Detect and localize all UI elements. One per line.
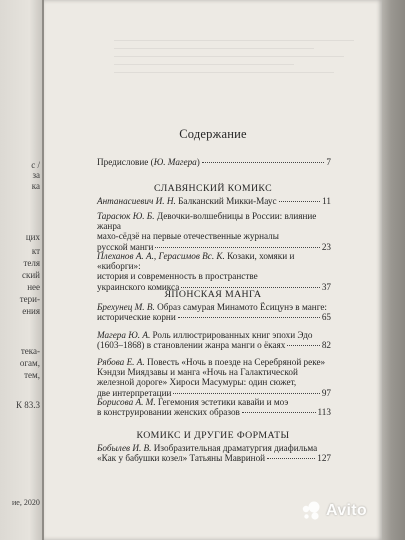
leader-dots: [155, 247, 319, 248]
entry-title-line: Козаки, хомяки и «киборги»:: [97, 251, 295, 272]
entry-title-line: Повесть «Ночь в поезде на Серебряной реке»: [146, 357, 326, 367]
entry-title-line: Кэндзи Миядзавы и манга «Ночь на Галактической: [97, 367, 298, 378]
leader-dots: [242, 412, 316, 413]
preface-text: Предисловие (: [97, 157, 154, 167]
entry-title-line: история и современность в пространстве: [97, 271, 258, 282]
entry-title-line: Образ самурая Минамото Ёсицунэ в манге:: [157, 302, 327, 312]
entry-title-line: Девочки-волшебницы в России: влияние жанра: [97, 211, 317, 232]
left-page-fragment: с /: [31, 160, 40, 170]
entry-title-line: Гегемония эстетики кавайи и моэ: [157, 397, 289, 407]
left-page-fragment: ский: [22, 270, 40, 280]
page-number: 11: [322, 196, 331, 206]
entry-title-line: украинского комикса: [97, 281, 180, 292]
leader-dots: [173, 393, 319, 394]
page-number: 113: [317, 407, 331, 418]
left-page-fragment: нее: [27, 282, 40, 292]
entry-author: Рябова Е. А.: [97, 357, 145, 367]
toc-section-heading: СЛАВЯНСКИЙ КОМИКС: [153, 183, 273, 194]
toc-title: Содержание: [179, 127, 247, 141]
toc-entry: [97, 357, 331, 398]
left-page-fragment: ения: [22, 306, 40, 316]
entry-title-line: в конструировании женских образов: [97, 407, 240, 418]
entry-author: Бобылев И. В.: [97, 443, 152, 453]
left-page-fragment: тем,: [24, 370, 40, 380]
toc-entry: [97, 251, 331, 292]
leader-dots: [202, 162, 325, 163]
entry-title-line: две интерпретации: [97, 387, 172, 398]
entry-title-line: (1603–1868) в становлении жанра манги о ёкаях: [97, 340, 286, 351]
page-number: 23: [321, 241, 331, 252]
entry-title-line: махо-сёдзё на первые отечественные журналы: [97, 231, 279, 242]
entry-author: Плеханов А. А., Герасимов Вс. К.: [97, 251, 225, 261]
page-number: 127: [317, 453, 331, 464]
left-page-fragment: тери-: [19, 294, 40, 304]
leader-dots: [181, 287, 320, 288]
entry-title-line: железной дороге» Хироси Масумуры: один сюжет,: [97, 377, 297, 388]
leader-dots: [287, 345, 319, 346]
entry-author: Магера Ю. А.: [97, 330, 151, 340]
toc-entry: [97, 397, 331, 417]
leader-dots: [178, 317, 320, 318]
left-page-fragment: К 83.3: [15, 400, 40, 410]
left-page-fragment: за: [32, 170, 40, 180]
left-page-fragment: ка: [31, 181, 40, 191]
left-page-fragment: теля: [23, 258, 40, 268]
entry-title-line: русской манги: [97, 241, 154, 252]
left-page-fragment: тека-: [20, 346, 40, 356]
page-number: 37: [321, 281, 331, 292]
entry-title-line: исторические корни: [97, 312, 176, 323]
avito-dots-icon: [300, 500, 322, 522]
page-number: 82: [321, 340, 331, 351]
page-number: 97: [321, 387, 331, 398]
page-number: 7: [326, 157, 331, 167]
toc-section-heading: ЯПОНСКАЯ МАНГА: [164, 289, 262, 300]
toc-entry: [97, 302, 331, 322]
left-page-fragment: кт: [31, 246, 40, 256]
entry-title-line: Изобразительная драматургия диафильма: [153, 443, 318, 453]
entry-author: Тарасюк Ю. Б.: [97, 211, 155, 221]
background-edge: [382, 0, 405, 540]
toc-entry: [97, 330, 331, 350]
left-page-fragment: цих: [25, 232, 40, 242]
leader-dots: [279, 201, 321, 202]
entry-author: Брехунец М. В.: [97, 302, 155, 312]
left-page: [0, 0, 42, 540]
left-page-footer: ие, 2020: [12, 498, 40, 507]
toc-entry: [97, 196, 331, 206]
toc-entry: [97, 211, 331, 252]
preface-editor: Ю. Магера: [153, 157, 197, 167]
entry-title-line: Роль иллюстрированных книг эпохи Эдо: [152, 330, 313, 340]
preface-close: ): [196, 157, 200, 167]
page-number: 65: [321, 312, 331, 323]
avito-brand: Avito: [326, 502, 367, 519]
toc-entry: [97, 443, 331, 463]
entry-title-line: Балканский Микки-Маус: [178, 196, 277, 206]
leader-dots: [267, 458, 315, 459]
avito-watermark: [300, 500, 367, 522]
toc-preface: [97, 157, 331, 167]
left-page-fragment: огам,: [19, 358, 40, 368]
entry-title-line: «Как у бабушки козел» Татьяны Мавриной: [97, 453, 266, 464]
entry-author: Антанасиевич И. Н.: [97, 196, 176, 206]
toc-section-heading: КОМИКС И ДРУГИЕ ФОРМАТЫ: [136, 430, 290, 441]
entry-author: Борисова А. М.: [97, 397, 156, 407]
